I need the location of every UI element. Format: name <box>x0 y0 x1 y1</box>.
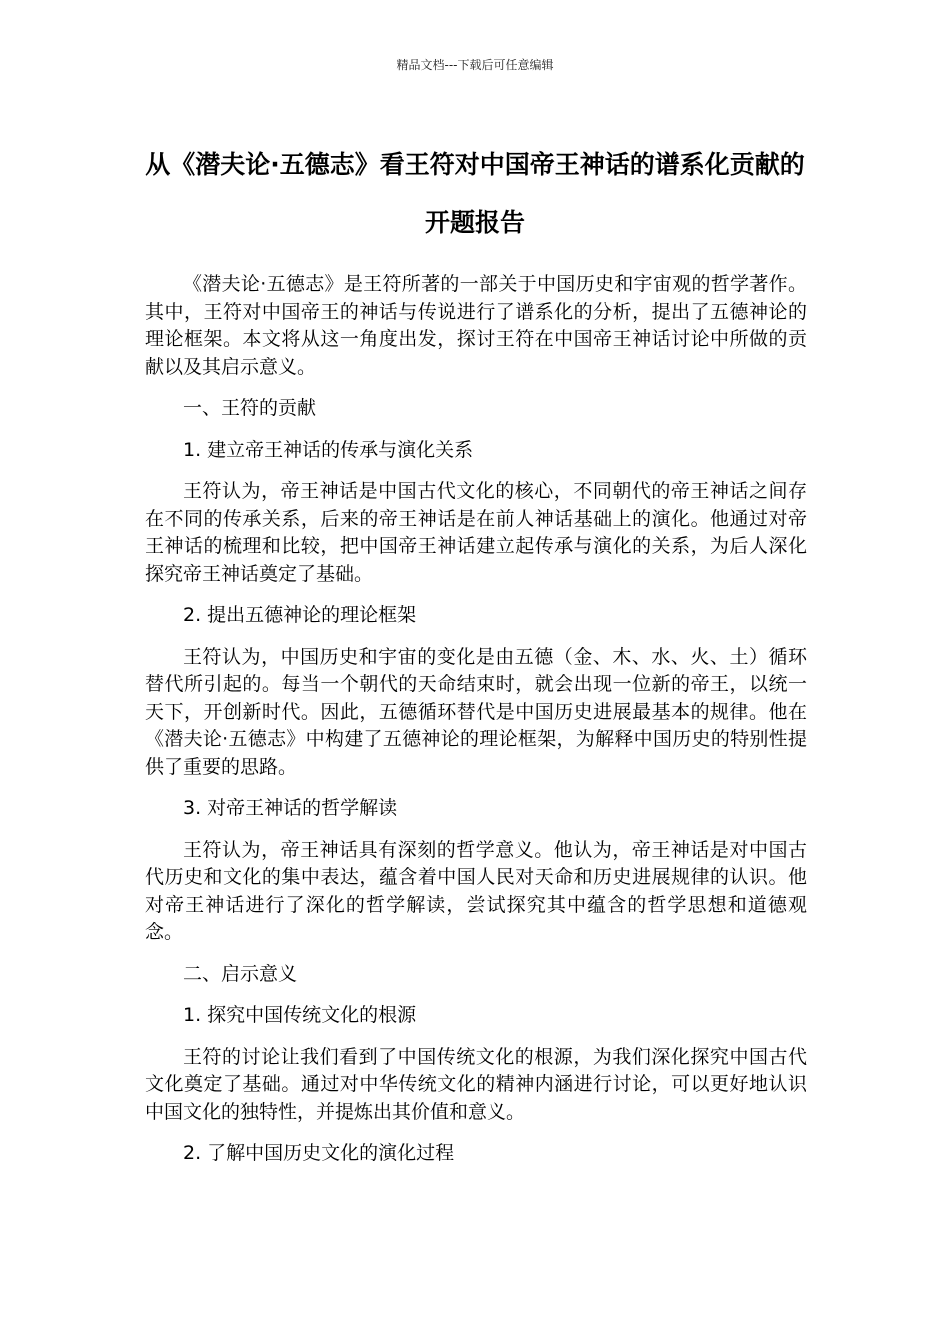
body-paragraph: 王符的讨论让我们看到了中国传统文化的根源，为我们深化探究中国古代文化奠定了基础。通过对中华传统文化的精神内涵进行讨论，可以更好地认识中国文化的独特性，并提炼出其价值和意义。 <box>145 1045 807 1123</box>
section-heading-significance: 二、启示意义 <box>183 962 298 985</box>
body-paragraph: 王符认为，帝王神话具有深刻的哲学意义。他认为，帝王神话是对中国古代历史和文化的集中表达，蕴含着中国人民对天命和历史进展规律的认识。他对帝王神话进行了深化的哲学解读，尝试探究其中蕴含的哲学思想和道德观念。 <box>145 838 807 943</box>
subsection-heading: 1. 建立帝王神话的传承与演化关系 <box>183 438 474 461</box>
subsection-heading: 2. 了解中国历史文化的演化过程 <box>183 1142 455 1164</box>
intro-paragraph: 《潜夫论·五德志》是王符所著的一部关于中国历史和宇宙观的哲学著作。其中，王符对中国帝王的神话与传说进行了谱系化的分析，提出了五德神论的理论框架。本文将从这一角度出发，探讨王符在中国帝王神话讨论中所做的贡献以及其启示意义。 <box>145 273 807 378</box>
body-paragraph: 王符认为，中国历史和宇宙的变化是由五德（金、木、水、火、土）循环替代所引起的。每当一个朝代的天命结束时，就会出现一位新的帝王，以统一天下，开创新时代。因此，五德循环替代是中国历史进展最基本的规律。他在《潜夫论·五德志》中构建了五德神论的理论框架，为解释中国历史的特别性提供了重要的思路。 <box>145 645 807 778</box>
subsection-heading: 3. 对帝王神话的哲学解读 <box>183 797 398 819</box>
subsection-heading: 2. 提出五德神论的理论框架 <box>183 604 417 626</box>
document-title: 从《潜夫论·五德志》看王符对中国帝王神话的谱系化贡献的开题报告 <box>145 150 805 237</box>
subsection-heading: 1. 探究中国传统文化的根源 <box>183 1004 417 1026</box>
header-note: 精品文档---下载后可任意编辑 <box>396 58 554 72</box>
document-body <box>145 271 807 1168</box>
section-heading-contributions: 一、王符的贡献 <box>183 397 317 419</box>
body-paragraph: 王符认为，帝王神话是中国古代文化的核心，不同朝代的帝王神话之间存在不同的传承关系，后来的帝王神话是在前人神话基础上的演化。他通过对帝王神话的梳理和比较，把中国帝王神话建立起传承与演化的关系，为后人深化探究帝王神话奠定了基础。 <box>145 480 807 585</box>
